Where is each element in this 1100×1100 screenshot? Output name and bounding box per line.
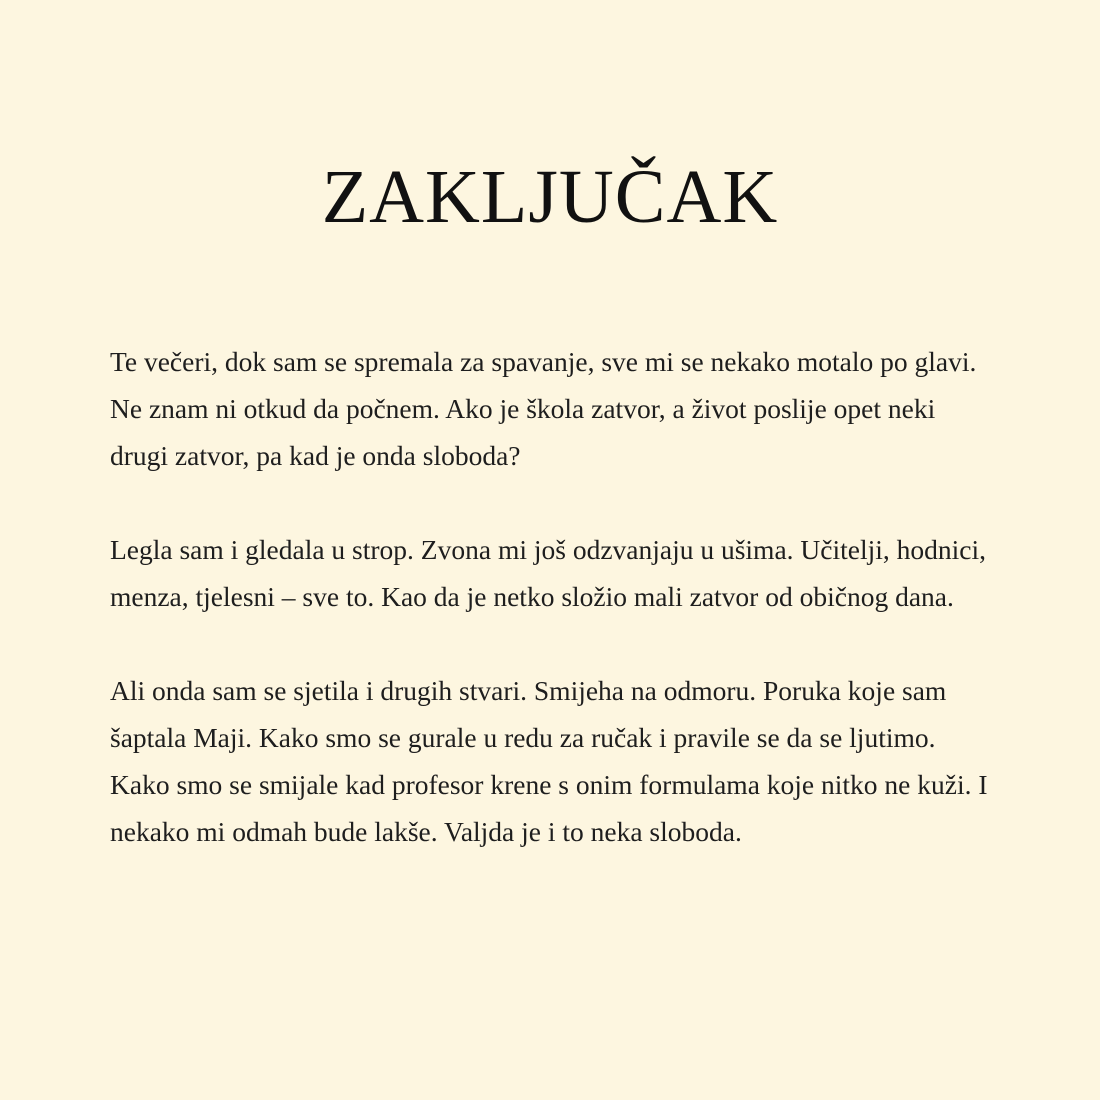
paragraph-2: Legla sam i gledala u strop. Zvona mi još odzvanjaju u ušima. Učitelji, hodnici, menza, tjelesni – sve to. Kao da je netko složio mali zatvor od običnog dana. xyxy=(110,534,986,612)
paragraph-3: Ali onda sam se sjetila i drugih stvari. Smijeha na odmoru. Poruka koje sam šaptala Maji. Kako smo se gurale u redu za ručak i pravile se da se ljutimo. Kako smo se smijale kad profesor krene s onim formulama koje nitko ne kuži. I nekako mi odmah bude lakše. Valjda je i to neka sloboda. xyxy=(110,675,988,847)
body-text xyxy=(110,338,1000,902)
page-title: ZAKLJUČAK xyxy=(321,155,779,239)
paragraph-1: Te večeri, dok sam se spremala za spavanje, sve mi se nekako motalo po glavi. Ne znam ni otkud da počnem. Ako je škola zatvor, a život poslije opet neki drugi zatvor, pa kad je onda sloboda? xyxy=(110,346,977,471)
